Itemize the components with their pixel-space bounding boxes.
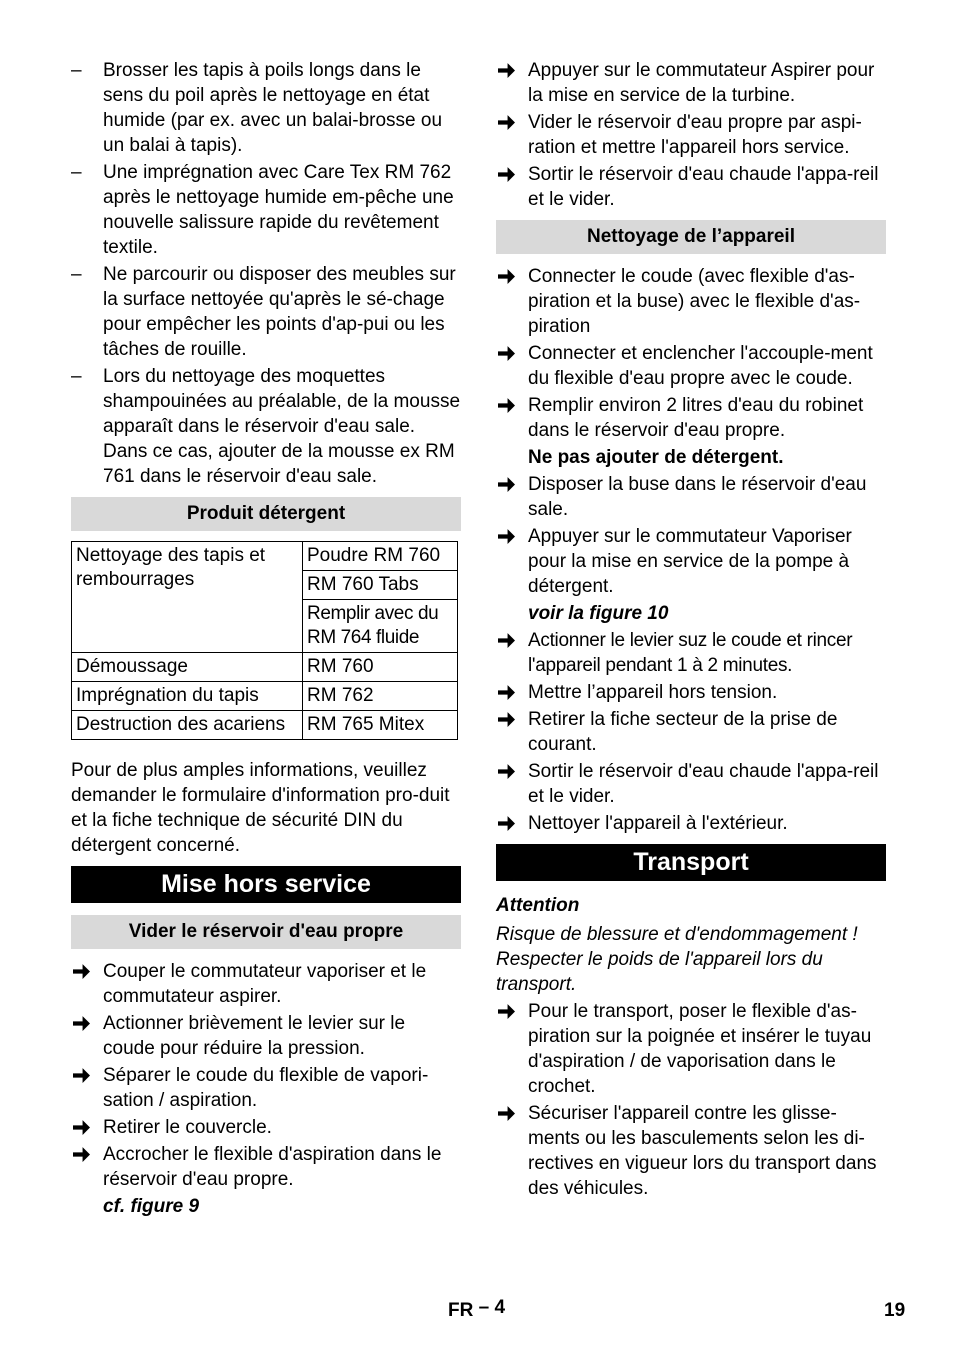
list-item <box>71 1142 461 1192</box>
step-text: Appuyer sur le commutateur Vaporiser pour la mise en service de la pompe à détergent. <box>528 526 852 597</box>
step-text: Vider le réservoir d'eau propre par aspi-ration et mettre l'appareil hors service. <box>528 112 862 158</box>
table-cell: Destruction des acariens <box>72 711 303 740</box>
step-text: Actionner brièvement le levier sur le coude pour réduire la pression. <box>103 1013 406 1059</box>
table-row <box>72 653 458 682</box>
info-paragraph: Pour de plus amples informations, veuillez demander le formulaire d'information pro-duit et la fiche technique de sécurité DIN du détergent concerné. <box>71 760 450 856</box>
arrow-right-icon <box>498 711 515 728</box>
list-item <box>496 110 886 160</box>
step-text: Actionner le levier suz le coude et rincer l'appareil pendant 1 à 2 minutes. <box>528 630 853 676</box>
list-item <box>496 393 886 443</box>
table-cell: Imprégnation du tapis <box>72 682 303 711</box>
arrow-right-icon <box>498 345 515 362</box>
table-cell: RM 760 Tabs <box>303 571 458 600</box>
arrow-right-icon <box>498 528 515 545</box>
arrow-right-icon <box>498 684 515 701</box>
arrow-right-icon <box>498 632 515 649</box>
vider-reservoir-heading: Vider le réservoir d'eau propre <box>71 915 461 949</box>
list-item: – Brosser les tapis à poils longs dans le sens du poil après le nettoyage en état humide (par ex. avec un balai-brosse ou un balai à tapis). <box>71 58 461 158</box>
step-text: Sécuriser l'appareil contre les glisse-ments ou les basculements selon les di-rectives en vigueur lors du transport dans des véhicules. <box>528 1103 877 1199</box>
footer-language <box>448 1298 505 1323</box>
arrow-right-icon <box>498 1105 515 1122</box>
list-item: – Lors du nettoyage des moquettes shampouinées au préalable, de la mousse apparaît dans le réservoir d'eau sale. Dans ce cas, ajouter de la mousse ex RM 761 dans le réservoir d'eau sale. <box>71 364 461 489</box>
nettoyage-steps-b <box>496 472 886 599</box>
list-item: – Une imprégnation avec Care Tex RM 762 après le nettoyage humide em-pêche une nouvelle salissure rapide du revêtement textile. <box>71 160 461 260</box>
nettoyage-steps-a <box>496 264 886 443</box>
tips-list <box>71 58 461 489</box>
list-item <box>496 264 886 339</box>
step-text: Mettre l’appareil hors tension. <box>528 682 778 703</box>
arrow-right-icon <box>498 397 515 414</box>
arrow-right-icon <box>498 476 515 493</box>
language-code: FR <box>448 1300 474 1321</box>
table-cell: Nettoyage des tapis et rembourrages <box>72 542 303 653</box>
list-item <box>496 759 886 809</box>
product-table <box>71 541 458 740</box>
table-cell: Remplir avec du RM 764 fluide <box>303 600 458 653</box>
list-item <box>496 341 886 391</box>
step-text: Disposer la buse dans le réservoir d'eau sale. <box>528 474 867 520</box>
table-row <box>72 711 458 740</box>
arrow-right-icon <box>498 166 515 183</box>
mise-hors-service-heading: Mise hors service <box>71 866 461 903</box>
arrow-right-icon <box>73 1119 90 1136</box>
step-text: Couper le commutateur vaporiser et le commutateur aspirer. <box>103 961 427 1007</box>
figure-reference: cf. figure 9 <box>103 1196 200 1217</box>
list-item <box>496 707 886 757</box>
step-text: Retirer le couvercle. <box>103 1117 272 1138</box>
step-text: Appuyer sur le commutateur Aspirer pour la mise en service de la turbine. <box>528 60 875 106</box>
list-item <box>496 524 886 599</box>
page-number: 19 <box>884 1300 906 1321</box>
transport-steps-list <box>496 999 886 1201</box>
list-item: – Ne parcourir ou disposer des meubles sur la surface nettoyée qu'après le sé-chage pour empêcher les points d'ap-pui ou les tâches de rouille. <box>71 262 461 362</box>
arrow-right-icon <box>498 763 515 780</box>
list-item <box>496 811 886 836</box>
arrow-right-icon <box>498 62 515 79</box>
list-item <box>71 959 461 1009</box>
list-item <box>496 58 886 108</box>
arrow-right-icon <box>498 1003 515 1020</box>
step-text: Accrocher le flexible d'aspiration dans le réservoir d'eau propre. <box>103 1144 442 1190</box>
step-text: Connecter le coude (avec flexible d'as-piration et la buse) avec le flexible d'as-piration <box>528 266 861 337</box>
step-text: Nettoyer l'appareil à l'extérieur. <box>528 813 788 834</box>
no-detergent-note: Ne pas ajouter de détergent. <box>528 447 784 468</box>
arrow-right-icon <box>73 1146 90 1163</box>
attention-text: Risque de blessure et d'endommagement ! Respecter le poids de l'appareil lors du transport. <box>496 924 858 995</box>
arrow-right-icon <box>73 1067 90 1084</box>
step-text: Séparer le coude du flexible de vapori-sation / aspiration. <box>103 1065 429 1111</box>
step-text: Retirer la fiche secteur de la prise de courant. <box>528 709 838 755</box>
step-text: Sortir le réservoir d'eau chaude l'appa-reil et le vider. <box>528 164 879 210</box>
section-number: – 4 <box>478 1297 506 1318</box>
table-cell: RM 762 <box>303 682 458 711</box>
table-cell: RM 760 <box>303 653 458 682</box>
arrow-right-icon <box>73 963 90 980</box>
left-column <box>71 58 461 1221</box>
nettoyage-steps-c <box>496 628 886 836</box>
step-text: Connecter et enclencher l'accouple-ment du flexible d'eau propre avec le coude. <box>528 343 873 389</box>
list-item <box>496 1101 886 1201</box>
attention-label: Attention <box>496 895 580 916</box>
list-item <box>71 1115 461 1140</box>
list-item <box>496 999 886 1099</box>
transport-heading: Transport <box>496 844 886 881</box>
table-cell: Démoussage <box>72 653 303 682</box>
list-item <box>71 1063 461 1113</box>
arrow-right-icon <box>73 1015 90 1032</box>
table-cell: Poudre RM 760 <box>303 542 458 571</box>
table-row <box>72 682 458 711</box>
table-cell: RM 765 Mitex <box>303 711 458 740</box>
step-text: Remplir environ 2 litres d'eau du robinet dans le réservoir d'eau propre. <box>528 395 864 441</box>
arrow-right-icon <box>498 268 515 285</box>
arrow-right-icon <box>498 114 515 131</box>
list-item <box>496 472 886 522</box>
figure-reference: voir la figure 10 <box>528 603 669 624</box>
table-row <box>72 542 458 571</box>
vider-steps-list <box>71 959 461 1192</box>
top-steps-list <box>496 58 886 212</box>
list-item <box>496 628 886 678</box>
produit-detergent-heading: Produit détergent <box>71 497 461 531</box>
list-item <box>496 162 886 212</box>
nettoyage-appareil-heading: Nettoyage de l’appareil <box>496 220 886 254</box>
right-column <box>496 58 886 1203</box>
list-item <box>496 680 886 705</box>
arrow-right-icon <box>498 815 515 832</box>
step-text: Sortir le réservoir d'eau chaude l'appa-reil et le vider. <box>528 761 879 807</box>
list-item <box>71 1011 461 1061</box>
step-text: Pour le transport, poser le flexible d'as-piration sur la poignée et insérer le tuyau d'aspiration / de vaporisation dans le crochet. <box>528 1001 872 1097</box>
